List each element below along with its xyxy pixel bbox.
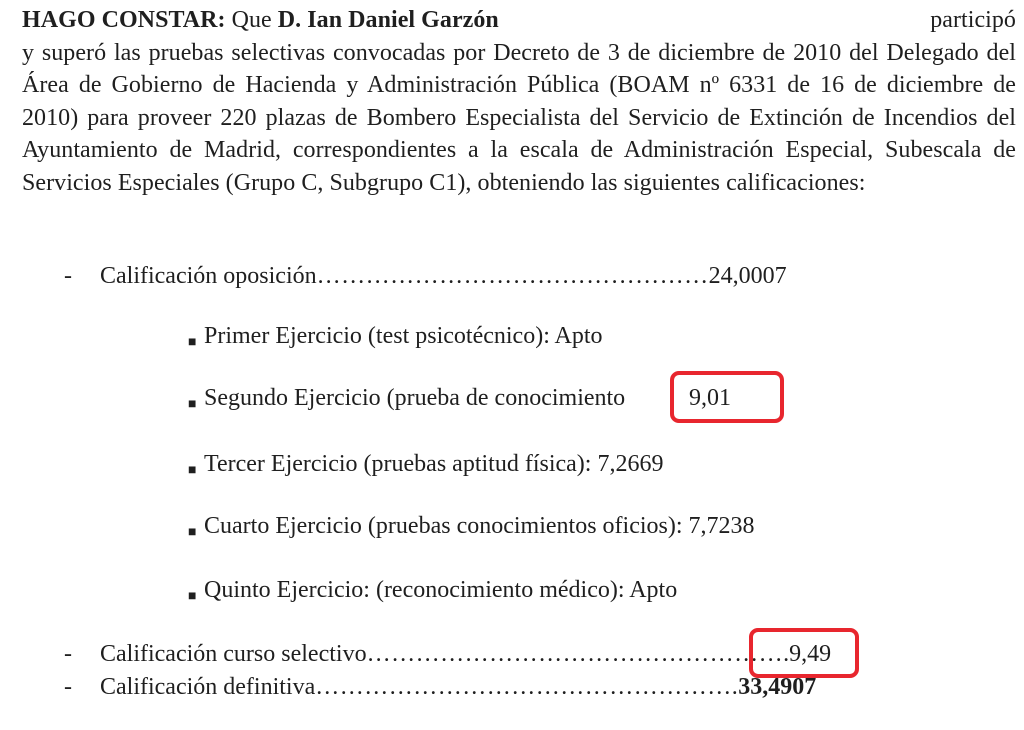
ejercicio-1-text: Primer Ejercicio (test psicotécnico): Apto — [204, 323, 603, 349]
curso-label: Calificación curso selectivo — [100, 641, 367, 667]
curso-row — [22, 640, 1016, 668]
oposicion-label: Calificación oposición — [100, 263, 317, 289]
oposicion-dash: - — [64, 263, 72, 289]
intro-first-line — [22, 4, 1016, 37]
ejercicio-row-3 — [22, 450, 1016, 478]
curso-line — [100, 640, 831, 668]
intro-lead — [22, 4, 499, 37]
ejercicio-2-text: Segundo Ejercicio (prueba de conocimiento — [204, 385, 626, 411]
bullet-square-icon: ■ — [188, 397, 197, 412]
intro-que: Que — [225, 7, 278, 33]
oposicion-leader-dots: ………………………………………… — [316, 263, 709, 289]
person-name: D. Ian Daniel Garzón — [277, 7, 499, 33]
oposicion-line — [100, 262, 787, 290]
ejercicio-5-text: Quinto Ejercicio: (reconocimiento médico): Apto — [204, 577, 678, 603]
hago-constar-heading: HAGO CONSTAR: — [22, 7, 226, 33]
curso-value: .9,49 — [783, 641, 832, 667]
curso-leader-dots: …………………………………………… — [366, 641, 784, 667]
certificate-document — [22, 0, 1016, 730]
curso-dash: - — [64, 641, 72, 667]
oposicion-value: 24,0007 — [708, 263, 787, 289]
intro-participo: participó — [930, 7, 1016, 33]
ejercicio-row-2 — [22, 384, 1016, 412]
oposicion-row — [22, 262, 1016, 290]
definitiva-dash: - — [64, 674, 72, 700]
bullet-square-icon: ■ — [188, 463, 197, 478]
definitiva-line — [100, 673, 816, 701]
ejercicio-4-text: Cuarto Ejercicio (pruebas conocimientos oficios): 7,7238 — [204, 513, 755, 539]
ejercicio-3-text: Tercer Ejercicio (pruebas aptitud física): 7,2669 — [204, 451, 664, 477]
intro-body-text: y superó las pruebas selectivas convocadas por Decreto de 3 de diciembre de 2010 del Delegado del Área de Gobierno de Hacienda y Administración Pública (BOAM nº 6331 de 16 de diciembre de 2010) para proveer 220 plazas de Bombero Especialista del Servicio de Extinción de Incendios del Ayuntamiento de Madrid, correspondientes a la escala de Administración Especial, Subescala de Servicios Especiales (Grupo C, Subgrupo C1), obteniendo las siguientes calificaciones: — [22, 39, 1016, 196]
bullet-square-icon: ■ — [188, 335, 197, 350]
ejercicio-row-1 — [22, 322, 1016, 350]
bullet-square-icon: ■ — [188, 525, 197, 540]
highlight-box-segundo — [670, 371, 784, 423]
definitiva-label: Calificación definitiva — [100, 674, 316, 700]
bullet-square-icon: ■ — [188, 589, 197, 604]
ejercicio-row-4 — [22, 512, 1016, 540]
ejercicio-2-value: 9,01 — [689, 385, 731, 411]
intro-paragraph — [22, 4, 1016, 199]
definitiva-row — [22, 673, 1016, 701]
highlight-box-curso — [749, 628, 859, 678]
definitiva-leader-dots: ……………………………………………. — [315, 674, 739, 700]
ejercicio-row-5 — [22, 576, 1016, 604]
definitiva-value: 33,4907 — [738, 674, 817, 700]
